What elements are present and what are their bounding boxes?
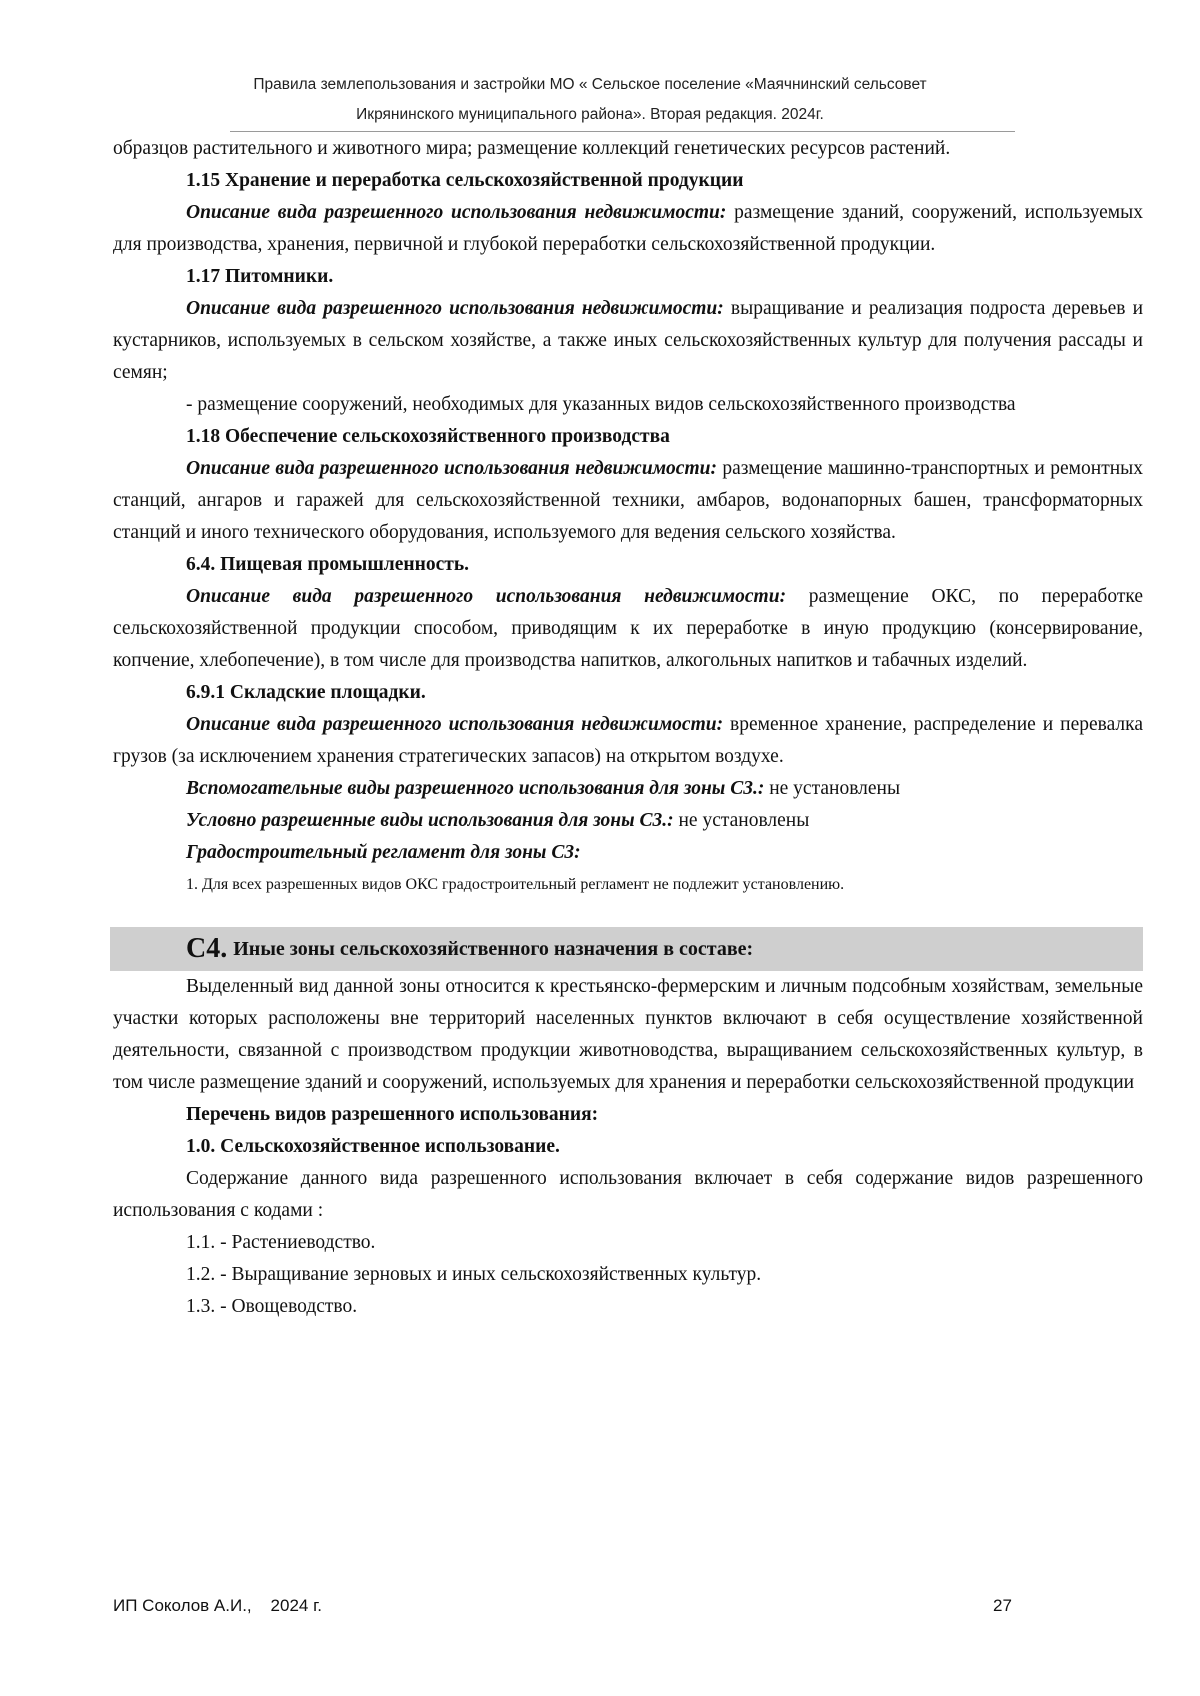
description-label: Описание вида разрешенного использования недвижимости: — [186, 458, 717, 479]
urban-regulation-label: Градостроительный регламент для зоны С3: — [186, 842, 581, 863]
description-text: размещение зданий, сооружений, используемых для производства, хранения, первичной и глубокой переработки сельскохозяйственной продукции. — [113, 202, 1143, 255]
document-body — [113, 133, 1143, 1323]
page-number: 27 — [993, 1596, 1012, 1615]
footer-author: ИП Соколов А.И., 2024 г. — [113, 1596, 322, 1615]
urban-regulation-note: 1. Для всех разрешенных видов ОКС градостроительный регламент не подлежит установлению. — [186, 876, 845, 893]
section-6-4-description — [113, 581, 1143, 677]
section-1-0-text: Содержание данного вида разрешенного использования включает в себя содержание видов разрешенного использования с кодами : — [113, 1168, 1143, 1221]
zone-c4-description: Выделенный вид данной зоны относится к крестьянско-фермерским и личным подсобным хозяйствам, земельные участки которых расположены вне территорий населенных пунктов включают в себя осуществление хозяйственной деятельности, связанной с производством продукции животноводства, выращиванием сельскохозяйственных культур, в том числе размещение зданий и сооружений, используемых для хранения и переработки сельскохозяйственной продукции — [113, 976, 1143, 1093]
section-6-9-1-title: 6.9.1 Складские площадки. — [186, 682, 426, 703]
description-text: выращивание и реализация подроста деревьев и кустарников, используемых в сельском хозяйстве, а также иных сельскохозяйственных культур для получения рассады и семян; — [113, 298, 1144, 383]
spacer — [113, 901, 1143, 927]
conditional-uses-value: не установлены — [673, 810, 810, 831]
zone-code: С4. — [186, 933, 228, 964]
code-item: 1.3. - Овощеводство. — [186, 1296, 358, 1317]
description-label: Описание вида разрешенного использования недвижимости: — [186, 298, 724, 319]
description-label: Описание вида разрешенного использования недвижимости: — [186, 714, 724, 735]
permitted-uses-list-title: Перечень видов разрешенного использования: — [186, 1104, 599, 1125]
description-text: временное хранение, распределение и перевалка грузов (за исключением хранения стратегических запасов) на открытом воздухе. — [113, 714, 1143, 767]
paragraph-continuation: образцов растительного и животного мира; размещение коллекций генетических ресурсов растений. — [113, 138, 951, 159]
section-1-17-title: 1.17 Питомники. — [186, 266, 334, 287]
section-1-17-list-item: - размещение сооружений, необходимых для указанных видов сельскохозяйственного производства — [186, 394, 1016, 415]
urban-regulation-line — [113, 837, 1143, 869]
zone-c4-heading — [110, 927, 1143, 971]
section-1-18-description — [113, 453, 1143, 549]
conditional-uses-line — [113, 805, 1143, 837]
description-label: Описание вида разрешенного использования недвижимости: — [186, 586, 787, 607]
section-1-0-title: 1.0. Сельскохозяйственное использование. — [186, 1136, 560, 1157]
conditional-uses-label: Условно разрешенные виды использования для зоны С3.: — [186, 810, 674, 831]
auxiliary-uses-label: Вспомогательные виды разрешенного использования для зоны С3.: — [186, 778, 765, 799]
section-1-18-title: 1.18 Обеспечение сельскохозяйственного производства — [186, 426, 670, 447]
section-6-4-title: 6.4. Пищевая промышленность. — [186, 554, 470, 575]
auxiliary-uses-value: не установлены — [764, 778, 901, 799]
header-line-2: Икрянинского муниципального района». Вторая редакция. 2024г. — [356, 106, 824, 123]
description-text: размещение машинно-транспортных и ремонтных станций, ангаров и гаражей для сельскохозяйственной техники, амбаров, водонапорных башен, трансформаторных станций и иного технического оборудования, используемого для ведения сельского хозяйства. — [113, 458, 1144, 543]
description-label: Описание вида разрешенного использования недвижимости: — [186, 202, 727, 223]
section-1-15-description — [113, 197, 1143, 261]
code-item: 1.1. - Растениеводство. — [186, 1232, 376, 1253]
description-text: размещение ОКС, по переработке сельскохозяйственной продукции способом, приводящим к их переработке в иную продукцию (консервирование, копчение, хлебопечение), в том числе для производства напитков, алкогольных напитков и табачных изделий. — [113, 586, 1143, 671]
section-1-15-title: 1.15 Хранение и переработка сельскохозяйственной продукции — [186, 170, 744, 191]
auxiliary-uses-line — [113, 773, 1143, 805]
zone-title: Иные зоны сельскохозяйственного назначения в составе: — [233, 938, 754, 960]
header-divider — [230, 131, 1015, 132]
code-item: 1.2. - Выращивание зерновых и иных сельскохозяйственных культур. — [186, 1264, 762, 1285]
section-1-17-description — [113, 293, 1143, 389]
section-6-9-1-description — [113, 709, 1143, 773]
page-header — [150, 70, 1030, 130]
header-line-1: Правила землепользования и застройки МО « Сельское поселение «Маячнинский сельсовет — [253, 76, 927, 93]
